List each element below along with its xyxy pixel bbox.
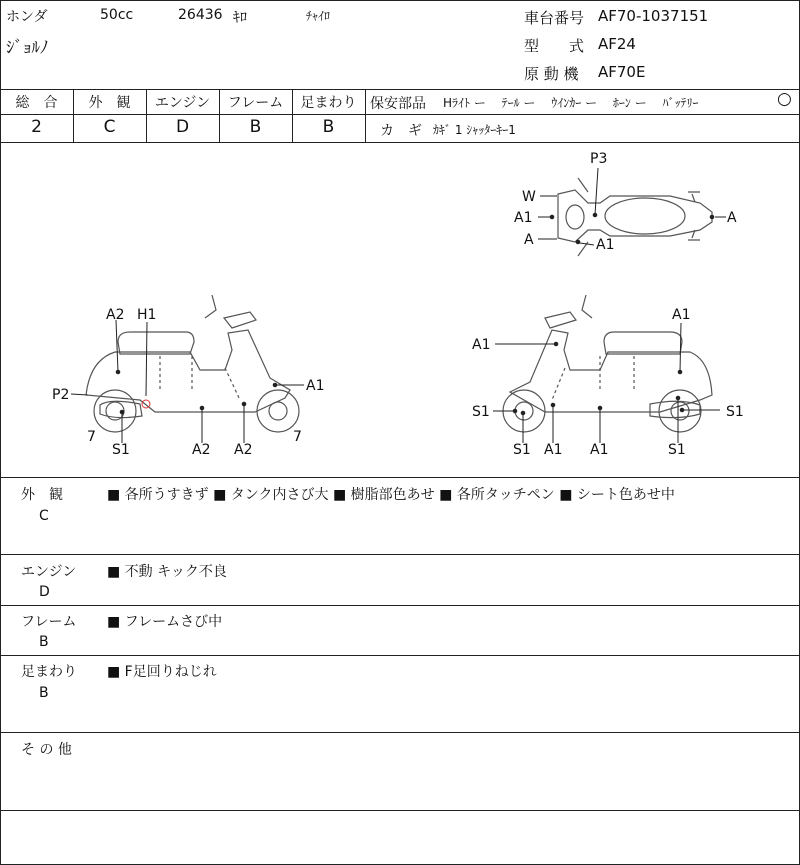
key-label: カ ギ [380,123,422,139]
diagram-label: A1 [590,442,609,458]
battery-mark: ○ [777,89,792,109]
grade-frame-value: B [249,117,262,137]
divider [365,114,800,115]
grade-suspension-label: 足まわり [300,95,357,111]
scooter-top-view [558,178,712,256]
grade-exterior-value: C [103,117,116,137]
comment-suspension-text: ■ F足回りねじれ [107,664,217,680]
frame-no: AF70-1037151 [598,7,709,25]
divider [0,477,800,478]
diagram-label: A2 [106,307,125,323]
diagram-label: A1 [672,307,691,323]
diagram-label: P2 [52,387,70,403]
mileage-unit: ｷﾛ [233,10,247,26]
diagram-label: A [727,210,737,226]
diagram-label: S1 [668,442,686,458]
mileage: 26436 [178,7,223,23]
diagram-label: A1 [514,210,533,226]
comment-suspension-grade: B [39,685,49,701]
divider [0,605,800,606]
diagram-label: 7 [293,429,302,445]
comment-engine-text: ■ 不動 キック不良 [107,564,227,580]
comment-engine-grade: D [39,584,50,600]
damage-diagram [0,143,800,478]
diagram-label: S1 [472,404,490,420]
divider [0,554,800,555]
divider [0,114,365,115]
type-value: AF24 [598,35,636,53]
divider [0,89,800,90]
diagram-label: A2 [234,442,253,458]
diagram-label: H1 [137,307,157,323]
comment-other-label: そ の 他 [21,742,72,758]
diagram-label: 7 [87,429,96,445]
safety-items: Hﾗｲﾄ ー ﾃｰﾙ ー ｳｲﾝｶｰ ー ﾎｰﾝ ー ﾊﾞｯﾃﾘｰ [443,96,699,110]
color: ﾁｬｲﾛ [306,9,331,23]
comment-exterior-label: 外 観 [21,487,63,503]
comment-frame-grade: B [39,634,49,650]
comment-exterior-text: ■ 各所うすきず ■ タンク内さび大 ■ 樹脂部色あせ ■ 各所タッチペン ■ シート色あせ中 [107,487,675,503]
grade-frame-label: フレーム [227,95,284,111]
comment-frame-text: ■ フレームさび中 [107,614,223,630]
displacement: 50cc [100,7,134,23]
divider [365,89,366,142]
diagram-label: A [524,232,534,248]
diagram-label: S1 [513,442,531,458]
scooter-left-view-marks [71,320,304,443]
divider [0,810,800,811]
diagram-label: A2 [192,442,211,458]
diagram-label: A1 [306,378,325,394]
comment-suspension-label: 足まわり [21,664,77,680]
grade-engine-label: エンジン [154,95,211,111]
divider [0,655,800,656]
comment-frame-label: フレーム [21,614,77,630]
diagram-label: A1 [472,337,491,353]
diagram-label: S1 [112,442,130,458]
diagram-label: P3 [590,151,608,167]
type-label: 型 式 [524,37,585,55]
divider [0,732,800,733]
comment-engine-label: エンジン [21,564,77,580]
diagram-label: S1 [726,404,744,420]
grade-exterior-label: 外 観 [88,95,131,111]
safety-title: 保安部品 [370,96,426,112]
grade-engine-value: D [175,117,190,137]
engine-label: 原 動 機 [524,65,579,83]
grade-overall-label: 総 合 [15,95,58,111]
maker: ホンダ [6,9,48,25]
grade-overall-value: 2 [31,117,42,137]
diagram-label: W [522,189,536,205]
diagram-label: A1 [544,442,563,458]
model-name: ｼﾞｮﾙﾉ [6,38,49,58]
frame-no-label: 車台番号 [524,9,585,27]
grade-suspension-value: B [322,117,335,137]
diagram-label: A1 [596,237,615,253]
comment-exterior-grade: C [39,508,49,524]
key-value: ｶｷﾞ 1 ｼｬｯﾀｰｷｰ1 [433,123,516,137]
engine-value: AF70E [598,63,646,81]
